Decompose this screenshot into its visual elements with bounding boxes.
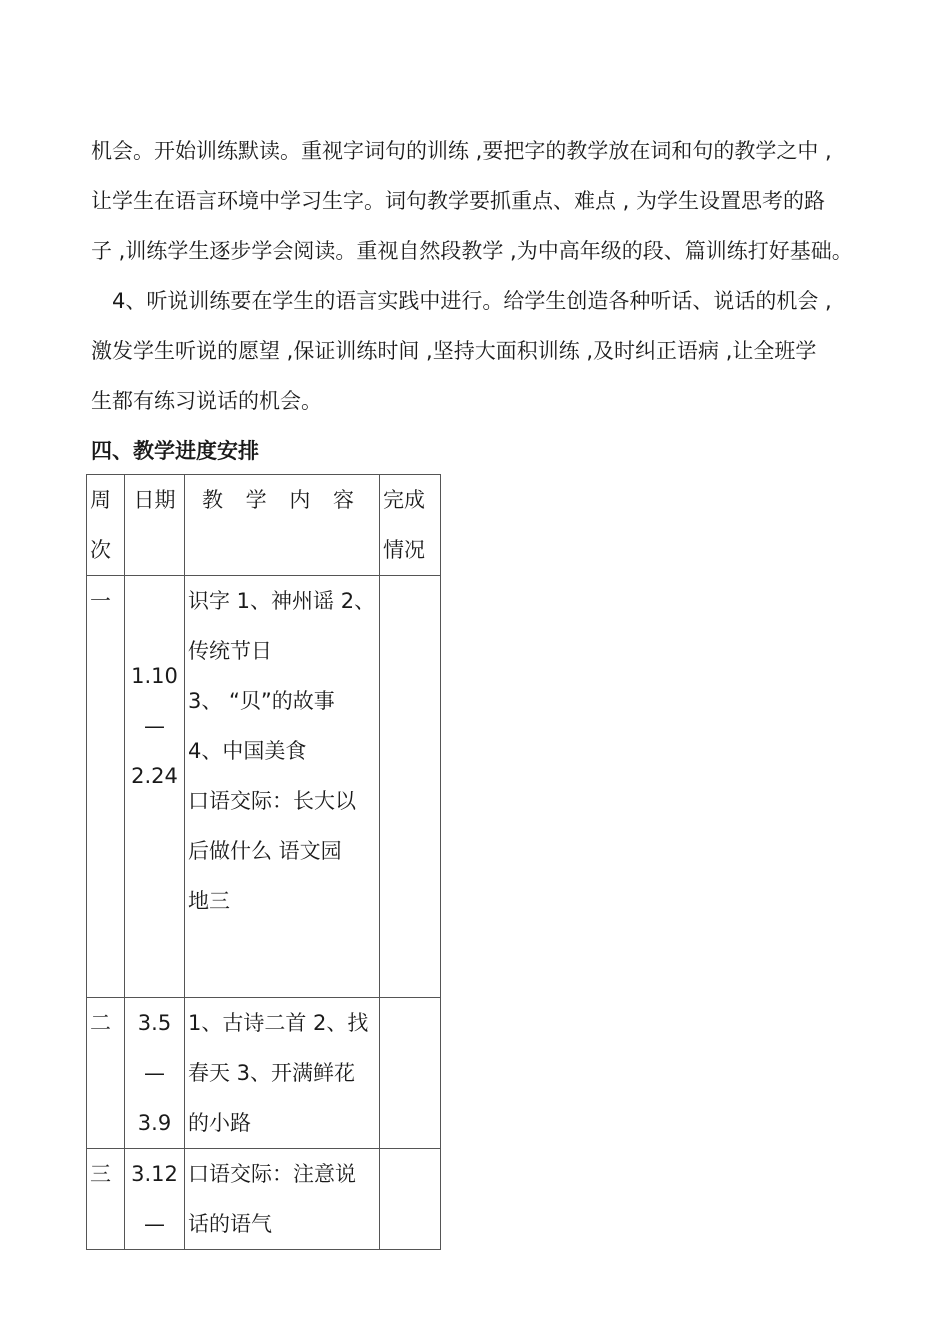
date-cell: 1.10 — 2.24 <box>125 576 185 998</box>
table-row <box>87 998 441 1149</box>
schedule-table <box>86 474 441 1250</box>
paragraph-reading-training <box>91 126 853 276</box>
status-cell <box>380 998 441 1149</box>
header-date: 日期 <box>125 475 185 576</box>
table-row <box>87 1149 441 1250</box>
status-cell <box>380 576 441 998</box>
section-heading: 四、教学进度安排 <box>91 439 259 463</box>
week-cell: 三 <box>87 1149 125 1250</box>
date-cell: 3.5 — 3.9 <box>125 998 185 1149</box>
header-status: 完成 情况 <box>380 475 441 576</box>
table-row <box>87 576 441 998</box>
status-cell <box>380 1149 441 1250</box>
table-header-row <box>87 475 441 576</box>
week-cell: 二 <box>87 998 125 1149</box>
text-line: 生都有练习说话的机会。 <box>91 389 322 413</box>
content-cell: 1、古诗二首 2、找 春天 3、开满鲜花 的小路 <box>185 998 380 1149</box>
text-line: 让学生在语言环境中学习生字。词句教学要抓重点、难点 , 为学生设置思考的路 <box>91 189 826 213</box>
header-week: 周 次 <box>87 475 125 576</box>
header-content: 教 学 内 容 <box>185 475 380 576</box>
text-line: 机会。开始训练默读。重视字词句的训练 ,要把字的教学放在词和句的教学之中 , <box>91 139 832 163</box>
content-cell: 识字 1、神州谣 2、 传统节日 3、 “贝”的故事 4、中国美食 口语交际：长大以 后做什么 语文园 地三 <box>185 576 380 998</box>
week-cell: 一 <box>87 576 125 998</box>
date-cell: 3.12 — <box>125 1149 185 1250</box>
text-line: 激发学生听说的愿望 ,保证训练时间 ,坚持大面积训练 ,及时纠正语病 ,让全班学 <box>91 339 817 363</box>
text-line: 子 ,训练学生逐步学会阅读。重视自然段教学 ,为中高年级的段、篇训练打好基础。 <box>91 239 853 263</box>
paragraph-listening-speaking <box>91 276 832 426</box>
text-line: 4、听说训练要在学生的语言实践中进行。给学生创造各种听话、说话的机会 , <box>112 289 832 313</box>
content-cell: 口语交际：注意说 话的语气 <box>185 1149 380 1250</box>
